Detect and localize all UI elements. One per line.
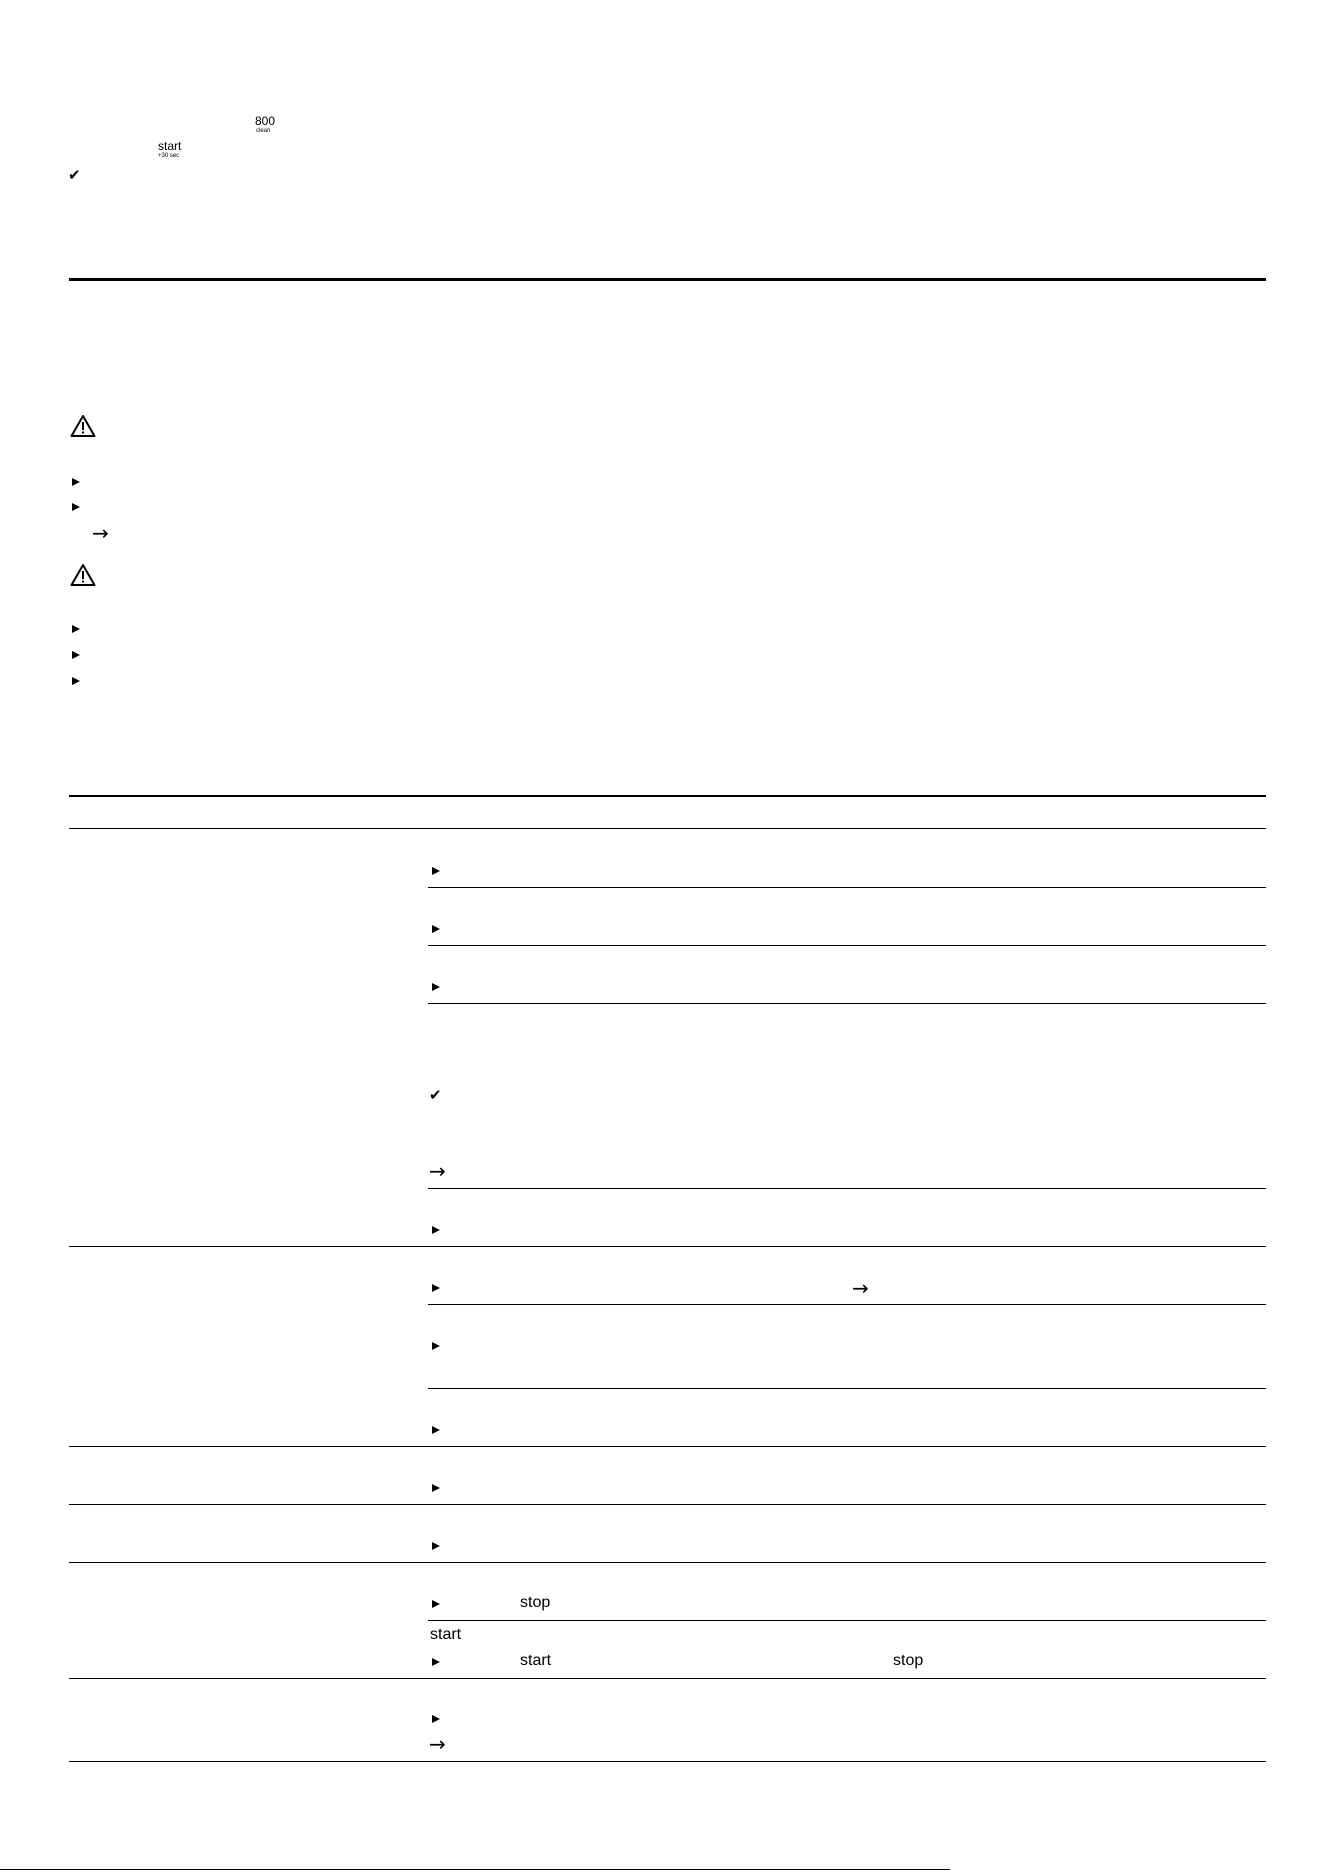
group-divider <box>69 1678 1266 1679</box>
stop-key-label: stop <box>893 1652 924 1669</box>
row-divider <box>428 1304 1266 1305</box>
bullet-arrow-icon <box>72 503 80 511</box>
result-arrow-icon: → <box>429 1732 446 1756</box>
footer-rule <box>0 1869 950 1870</box>
warning-triangle-icon <box>70 563 96 587</box>
start-key-heading: start <box>430 1626 462 1643</box>
key-800-label: 800 <box>255 114 276 128</box>
row-divider <box>428 1188 1266 1189</box>
group-divider <box>69 1504 1266 1505</box>
key-start-label: start <box>158 139 182 153</box>
bullet-arrow-icon <box>432 1715 440 1723</box>
result-arrow-icon: → <box>852 1276 869 1300</box>
bullet-arrow-icon <box>432 1484 440 1492</box>
bullet-arrow-icon <box>432 1658 440 1666</box>
bullet-arrow-icon <box>432 1284 440 1292</box>
check-icon: ✔ <box>429 1086 442 1104</box>
row-divider <box>428 1388 1266 1389</box>
table-header-rule <box>69 828 1266 829</box>
start-key-label: start <box>520 1652 552 1669</box>
table-bottom-rule <box>69 1761 1266 1762</box>
table-top-rule <box>69 795 1266 797</box>
row-divider <box>428 1620 1266 1621</box>
bullet-arrow-icon <box>432 1342 440 1350</box>
key-800-sublabel: clean <box>256 128 271 134</box>
row-divider <box>428 945 1266 946</box>
group-divider <box>69 1562 1266 1563</box>
key-start-sublabel: +30 sec <box>158 153 180 159</box>
bullet-arrow-icon <box>432 983 440 991</box>
bullet-arrow-icon <box>432 925 440 933</box>
bullet-arrow-icon <box>72 677 80 685</box>
bullet-arrow-icon <box>72 651 80 659</box>
bullet-arrow-icon <box>432 1426 440 1434</box>
bullet-arrow-icon <box>72 625 80 633</box>
bullet-arrow-icon <box>72 478 80 486</box>
warning-triangle-icon <box>70 414 96 438</box>
stop-key-label: stop <box>520 1594 551 1611</box>
bullet-arrow-icon <box>432 1226 440 1234</box>
section-divider <box>69 278 1266 281</box>
group-divider <box>69 1446 1266 1447</box>
row-divider <box>428 1003 1266 1004</box>
result-arrow-icon: → <box>429 1159 446 1183</box>
bullet-arrow-icon <box>432 867 440 875</box>
group-divider <box>69 1246 1266 1247</box>
result-arrow-icon: → <box>92 521 109 545</box>
row-divider <box>428 887 1266 888</box>
bullet-arrow-icon <box>432 1542 440 1550</box>
check-icon: ✔ <box>68 166 81 184</box>
bullet-arrow-icon <box>432 1600 440 1608</box>
